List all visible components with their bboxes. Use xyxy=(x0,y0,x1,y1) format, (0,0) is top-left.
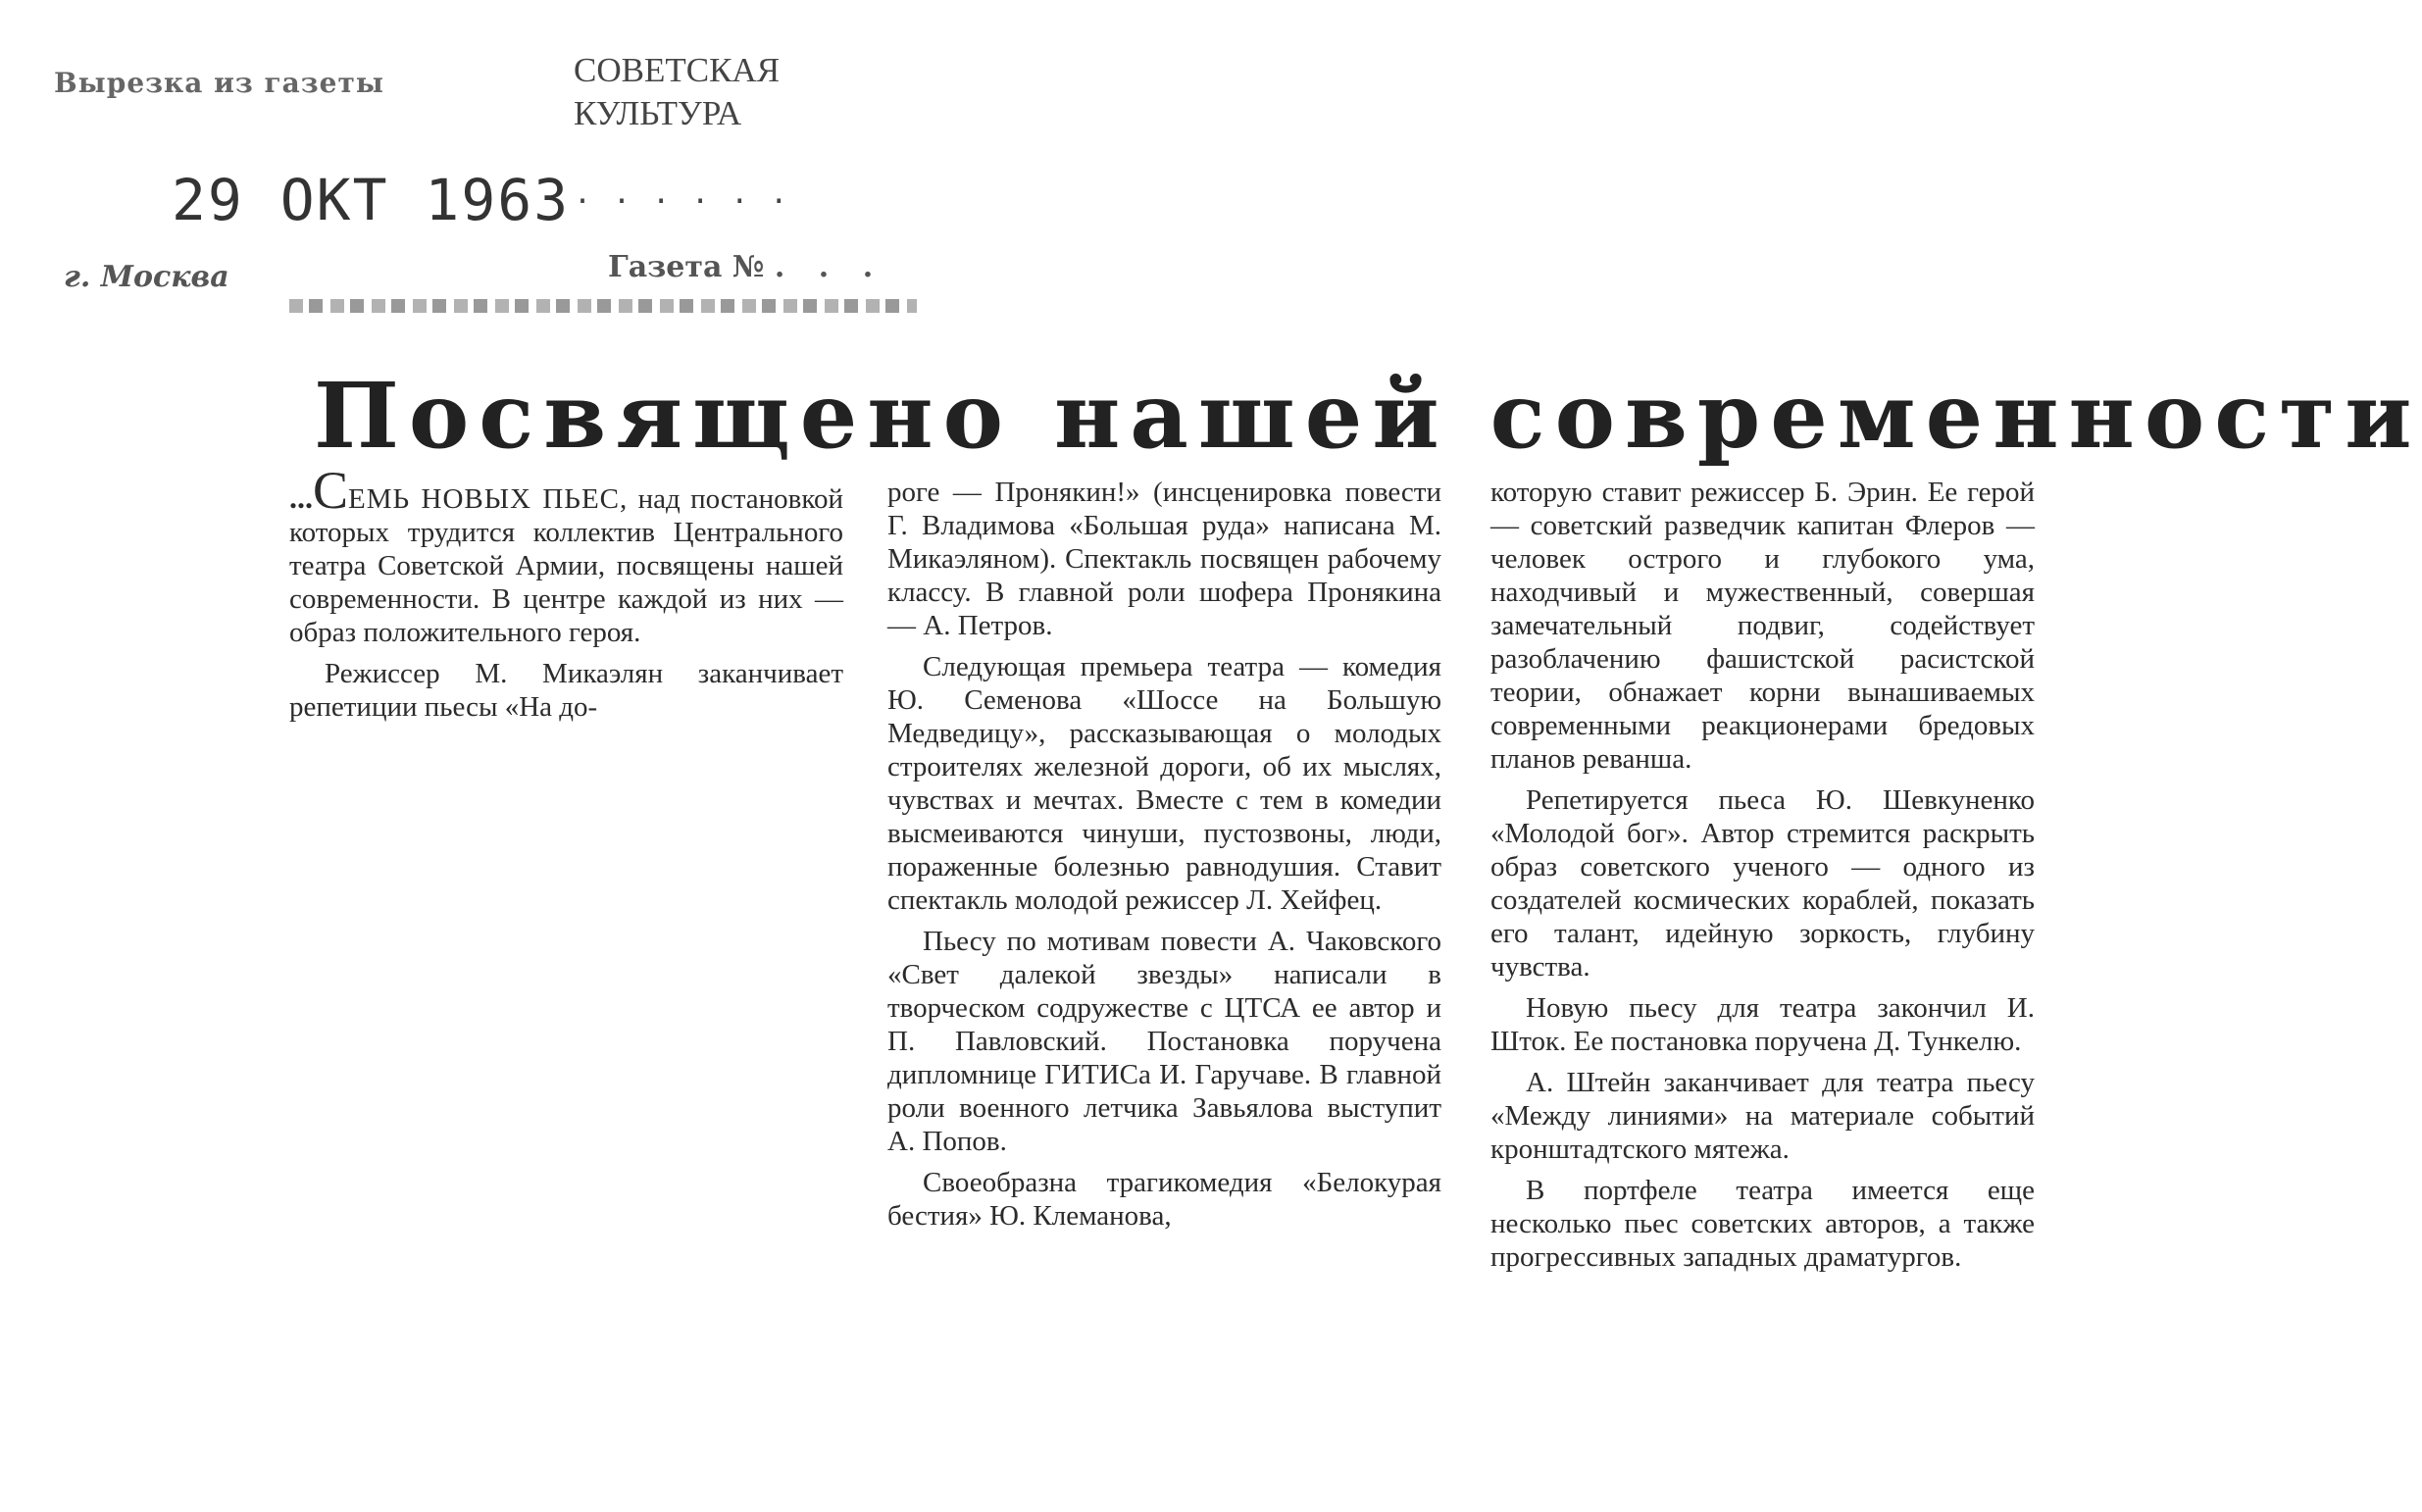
lead-dropcap: С xyxy=(313,461,349,520)
issue-dots: . . . xyxy=(774,250,885,284)
paragraph: Новую пьесу для театра закончил И. Шток. Ее постановка поручена Д. Тункелю. xyxy=(1490,992,2035,1057)
article-column-2 xyxy=(887,476,1441,1240)
paragraph: Следующая премьера театра — комедия Ю. Семенова «Шоссе на Большую Медведицу», рассказывающая о молодых строителях железной дороги, об их мыслях, чувствах и мечтах. Вместе с тем в комедии высмеиваются чинуши, пустозвоны, люди, пораженные болезнью равнодушия. Ставит спектакль молодой режиссер Л. Хейфец. xyxy=(887,651,1441,916)
paragraph: Своеобразна трагикомедия «Белокурая бестия» Ю. Клеманова, xyxy=(887,1167,1441,1232)
stamp-label: Вырезка из газеты xyxy=(54,67,384,99)
stamp-date: 29 ОКТ 1963 xyxy=(172,167,571,233)
lead-caps: ЕМЬ НОВЫХ ПЬЕС, xyxy=(348,483,629,515)
article-headline: Посвящено нашей современности xyxy=(314,363,2422,469)
stamp-dots: ...... xyxy=(574,176,810,211)
paragraph: А. Штейн заканчивает для театра пьесу «Между линиями» на материале событий кронштадтского мятежа. xyxy=(1490,1067,2035,1165)
stamp-issue xyxy=(608,250,884,284)
lead-ellipsis: ... xyxy=(289,479,313,515)
stamp-city: г. Москва xyxy=(64,260,229,294)
paragraph: Репетируется пьеса Ю. Шевкуненко «Молодой бог». Автор стремится раскрыть образ советского ученого — одного из создателей космических кораблей, показать его талант, идейную зоркость, глубину чувства. xyxy=(1490,784,2035,983)
article-column-3 xyxy=(1490,476,2035,1282)
article-column-1 xyxy=(289,461,843,731)
lead-text: над постановкой которых трудится коллектив Центрального театра Советской Армии, посвящены нашей современности. В центре каждой из них — образ положительного героя. xyxy=(289,483,843,648)
paragraph-continued: роге — Пронякин!» (инсценировка повести Г. Владимова «Большая руда» написана М. Микаэляном). Спектакль посвящен рабочему классу. В главной роли шофера Пронякина — А. Петров. xyxy=(887,477,1441,641)
newspaper-name: СОВЕТСКАЯ КУЛЬТУРА xyxy=(574,51,781,132)
paragraph: В портфеле театра имеется еще несколько пьес советских авторов, а также прогрессивных западных драматургов. xyxy=(1490,1175,2035,1273)
stamp-divider xyxy=(289,299,917,313)
issue-label: Газета № xyxy=(608,250,765,284)
paragraph: Режиссер М. Микаэлян заканчивает репетиции пьесы «На до- xyxy=(289,658,843,723)
paragraph: Пьесу по мотивам повести А. Чаковского «Свет далекой звезды» написали в творческом содружестве с ЦТСА ее автор и П. Павловский. Постановка поручена дипломнице ГИТИСа И. Гаручаве. В главной роли военного летчика Завьялова выступит А. Попов. xyxy=(887,926,1441,1157)
paragraph-continued: которую ставит режиссер Б. Эрин. Ее герой — советский разведчик капитан Флеров — человек острого и глубокого ума, находчивый и мужественный, совершая замечательный подвиг, содействует разоблачению фашистской расистской теории, обнажает корни вынашиваемых современными реакционерами бредовых планов реванша. xyxy=(1490,477,2035,775)
article-lead xyxy=(289,461,843,649)
